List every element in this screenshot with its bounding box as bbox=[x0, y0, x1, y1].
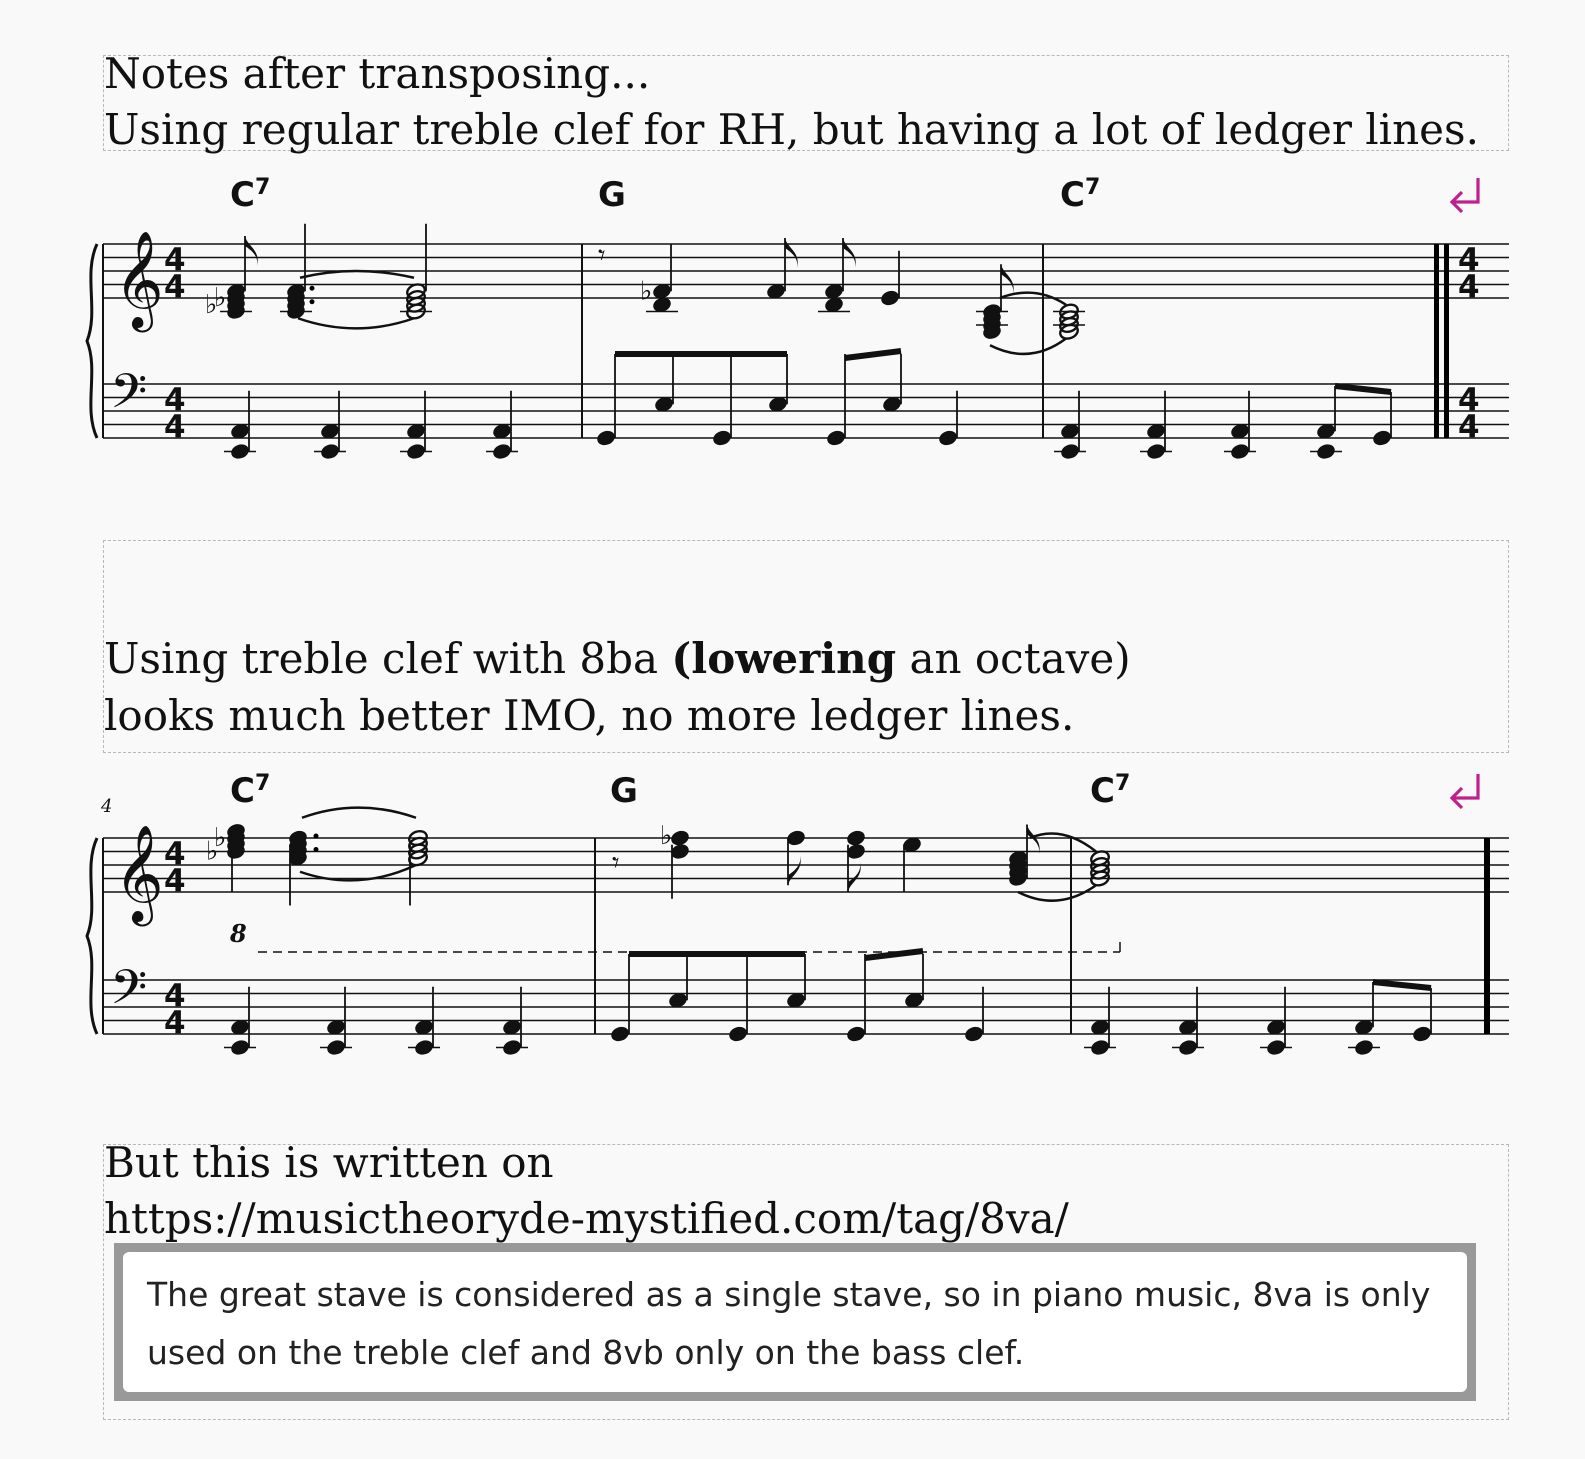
final-barline bbox=[1484, 838, 1490, 1034]
time-signature: 4 bbox=[164, 242, 186, 278]
bass-clef: 𝄢 bbox=[110, 959, 148, 1027]
text-span: an octave) bbox=[896, 634, 1131, 683]
eighth-rest: 𝄾 bbox=[612, 845, 620, 879]
time-signature: 4 bbox=[164, 863, 186, 899]
system-2 bbox=[87, 771, 1509, 1057]
text-line: Notes after transposing... bbox=[104, 49, 651, 98]
flag bbox=[245, 236, 258, 266]
brace bbox=[87, 838, 97, 1034]
time-signature: 4 bbox=[1458, 269, 1480, 305]
tie bbox=[1018, 885, 1096, 900]
notehead bbox=[595, 429, 617, 448]
return-arrow-icon bbox=[1452, 774, 1478, 808]
time-signature: 4 bbox=[164, 836, 186, 872]
flag bbox=[1001, 264, 1014, 294]
text-span: Using treble clef with 8ba bbox=[104, 634, 672, 683]
final-barline bbox=[1434, 244, 1439, 438]
chord-symbol: $C^7$ bbox=[230, 175, 271, 215]
notehead bbox=[711, 429, 733, 448]
chord-symbol: G bbox=[598, 175, 626, 215]
return-arrow-icon bbox=[1452, 178, 1478, 212]
flag bbox=[848, 862, 861, 892]
beam bbox=[845, 351, 901, 358]
tie bbox=[298, 318, 414, 328]
time-signature: 4 bbox=[164, 1005, 186, 1041]
time-signature: 4 bbox=[1458, 409, 1480, 445]
text-line: But this is written on bbox=[104, 1138, 554, 1187]
chord-extension: 7 bbox=[254, 175, 271, 200]
measure-number: 4 bbox=[101, 796, 113, 817]
brace bbox=[87, 244, 97, 438]
notehead bbox=[825, 429, 847, 448]
flat-accidental: ♭ bbox=[214, 283, 227, 313]
flag bbox=[785, 238, 798, 268]
notehead bbox=[727, 1025, 749, 1044]
dot bbox=[310, 299, 315, 304]
tie bbox=[302, 808, 416, 818]
chord-symbol: G bbox=[610, 771, 638, 811]
flat-accidental: ♭ bbox=[206, 836, 219, 867]
text-line: looks much better IMO, no more ledger lines. bbox=[104, 691, 1075, 740]
dot bbox=[314, 834, 319, 839]
chord-symbol: $C^7$ bbox=[1090, 771, 1131, 811]
tie bbox=[990, 339, 1066, 354]
flat-accidental: ♭ bbox=[660, 821, 673, 851]
notehead bbox=[1411, 1025, 1433, 1044]
flag bbox=[788, 855, 801, 885]
beam bbox=[1373, 982, 1431, 988]
time-signature: 4 bbox=[164, 409, 186, 445]
text-line: Using regular treble clef for RH, but having a lot of ledger lines. bbox=[104, 105, 1479, 154]
chord-extension: 7 bbox=[254, 771, 271, 796]
bold-word: (lowering bbox=[671, 634, 897, 683]
flag bbox=[843, 238, 856, 268]
eighth-rest: 𝄾 bbox=[598, 238, 606, 272]
chord-symbol: $C^7$ bbox=[230, 771, 271, 811]
dot bbox=[314, 847, 319, 852]
quote-text: The great stave is considered as a single stave, so in piano music, 8va is only used on the treble clef and 8vb only on the bass clef. bbox=[123, 1252, 1467, 1392]
notehead bbox=[879, 289, 901, 308]
dot bbox=[310, 286, 315, 291]
notehead bbox=[963, 1025, 985, 1044]
bass-clef: 𝄢 bbox=[110, 363, 148, 431]
flat-accidental: ♭ bbox=[640, 276, 653, 307]
notehead bbox=[937, 429, 959, 448]
notehead bbox=[1371, 429, 1393, 448]
chord-extension: 7 bbox=[1084, 175, 1101, 200]
time-signature: 4 bbox=[1458, 382, 1480, 418]
system-1 bbox=[87, 175, 1509, 461]
final-barline bbox=[1444, 244, 1449, 438]
treble-clef: 𝄞 bbox=[114, 824, 164, 922]
time-signature: 4 bbox=[164, 382, 186, 418]
notehead bbox=[609, 1025, 631, 1044]
time-signature: 4 bbox=[164, 978, 186, 1014]
flat-accidental: ♭ bbox=[205, 289, 218, 320]
notehead bbox=[845, 1025, 867, 1044]
url-text: https://musictheoryde-mystified.com/tag/8va/ bbox=[104, 1194, 1069, 1243]
chord-extension: 7 bbox=[1114, 771, 1131, 796]
ottava-label: 8 bbox=[230, 919, 247, 948]
flag bbox=[1027, 825, 1040, 855]
flat-accidental: ♭ bbox=[214, 823, 227, 853]
beam bbox=[1335, 386, 1391, 392]
chord-symbol: $C^7$ bbox=[1060, 175, 1101, 215]
tie bbox=[1030, 834, 1096, 852]
time-signature: 4 bbox=[1458, 242, 1480, 278]
treble-clef: 𝄞 bbox=[114, 230, 164, 328]
tie bbox=[300, 271, 414, 278]
time-signature: 4 bbox=[164, 269, 186, 305]
